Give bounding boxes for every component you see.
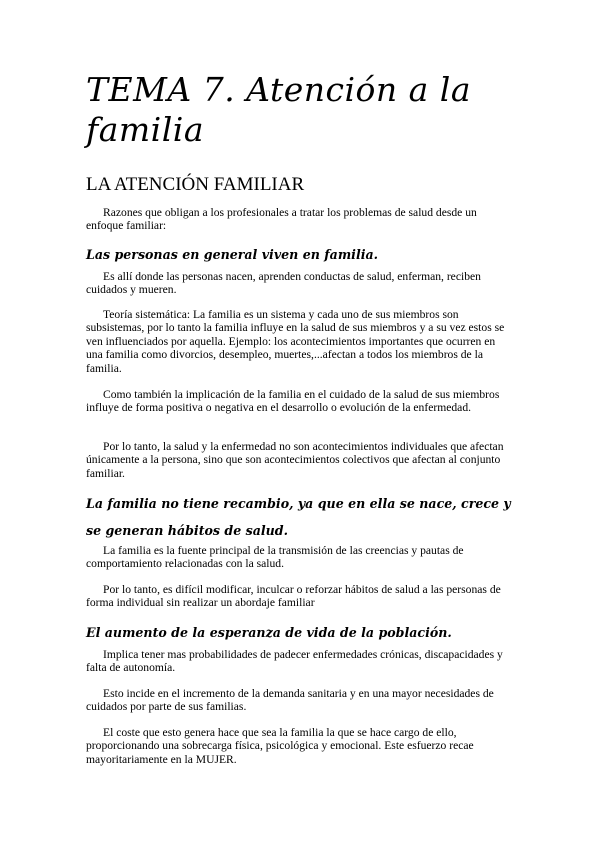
paragraph: Es allí donde las personas nacen, aprenden conductas de salud, enferman, reciben cuidados y mueren. <box>86 270 481 297</box>
intro-paragraph: Razones que obligan a los profesionales a tratar los problemas de salud desde un enfoque familiar: <box>86 206 477 233</box>
page-title: TEMA 7. Atención a la familia <box>86 70 472 149</box>
paragraph: Teoría sistemática: La familia es un sistema y cada uno de sus miembros son subsistemas, por lo tanto la familia influye en la salud de sus miembros y a su vez estos se ven influenciados por aquella. Ejemplo: los acontecimientos importantes que ocurren en una familia como divorcios, desempleo, muertes,...afectan a todos los miembros de la familia. <box>86 308 505 375</box>
subheading-2: La familia no tiene recambio, ya que en ella se nace, crece y se generan hábitos de salud. <box>86 496 511 538</box>
section-heading: LA ATENCIÓN FAMILIAR <box>86 174 305 195</box>
paragraph: Por lo tanto, la salud y la enfermedad no son acontecimientos individuales que afectan únicamente a la persona, sino que son acontecimientos colectivos que afectan al conjunto familiar. <box>86 440 504 480</box>
paragraph: Esto incide en el incremento de la demanda sanitaria y en una mayor necesidades de cuidados por parte de sus familias. <box>86 687 494 714</box>
subheading-1: Las personas en general viven en familia. <box>86 247 379 262</box>
paragraph: El coste que esto genera hace que sea la familia la que se hace cargo de ello, proporcionando una sobrecarga física, psicológica y emocional. Este esfuerzo recae mayoritariamente en la MUJER. <box>86 726 474 766</box>
subheading-3: El aumento de la esperanza de vida de la población. <box>86 625 452 640</box>
paragraph: Por lo tanto, es difícil modificar, inculcar o reforzar hábitos de salud a las personas de forma individual sin realizar un abordaje familiar <box>86 583 501 610</box>
paragraph: Implica tener mas probabilidades de padecer enfermedades crónicas, discapacidades y falta de autonomía. <box>86 648 503 675</box>
paragraph: La familia es la fuente principal de la transmisión de las creencias y pautas de comportamiento relacionadas con la salud. <box>86 544 464 571</box>
paragraph: Como también la implicación de la familia en el cuidado de la salud de sus miembros influye de forma positiva o negativa en el desarrollo o evolución de la enfermedad. <box>86 388 500 415</box>
